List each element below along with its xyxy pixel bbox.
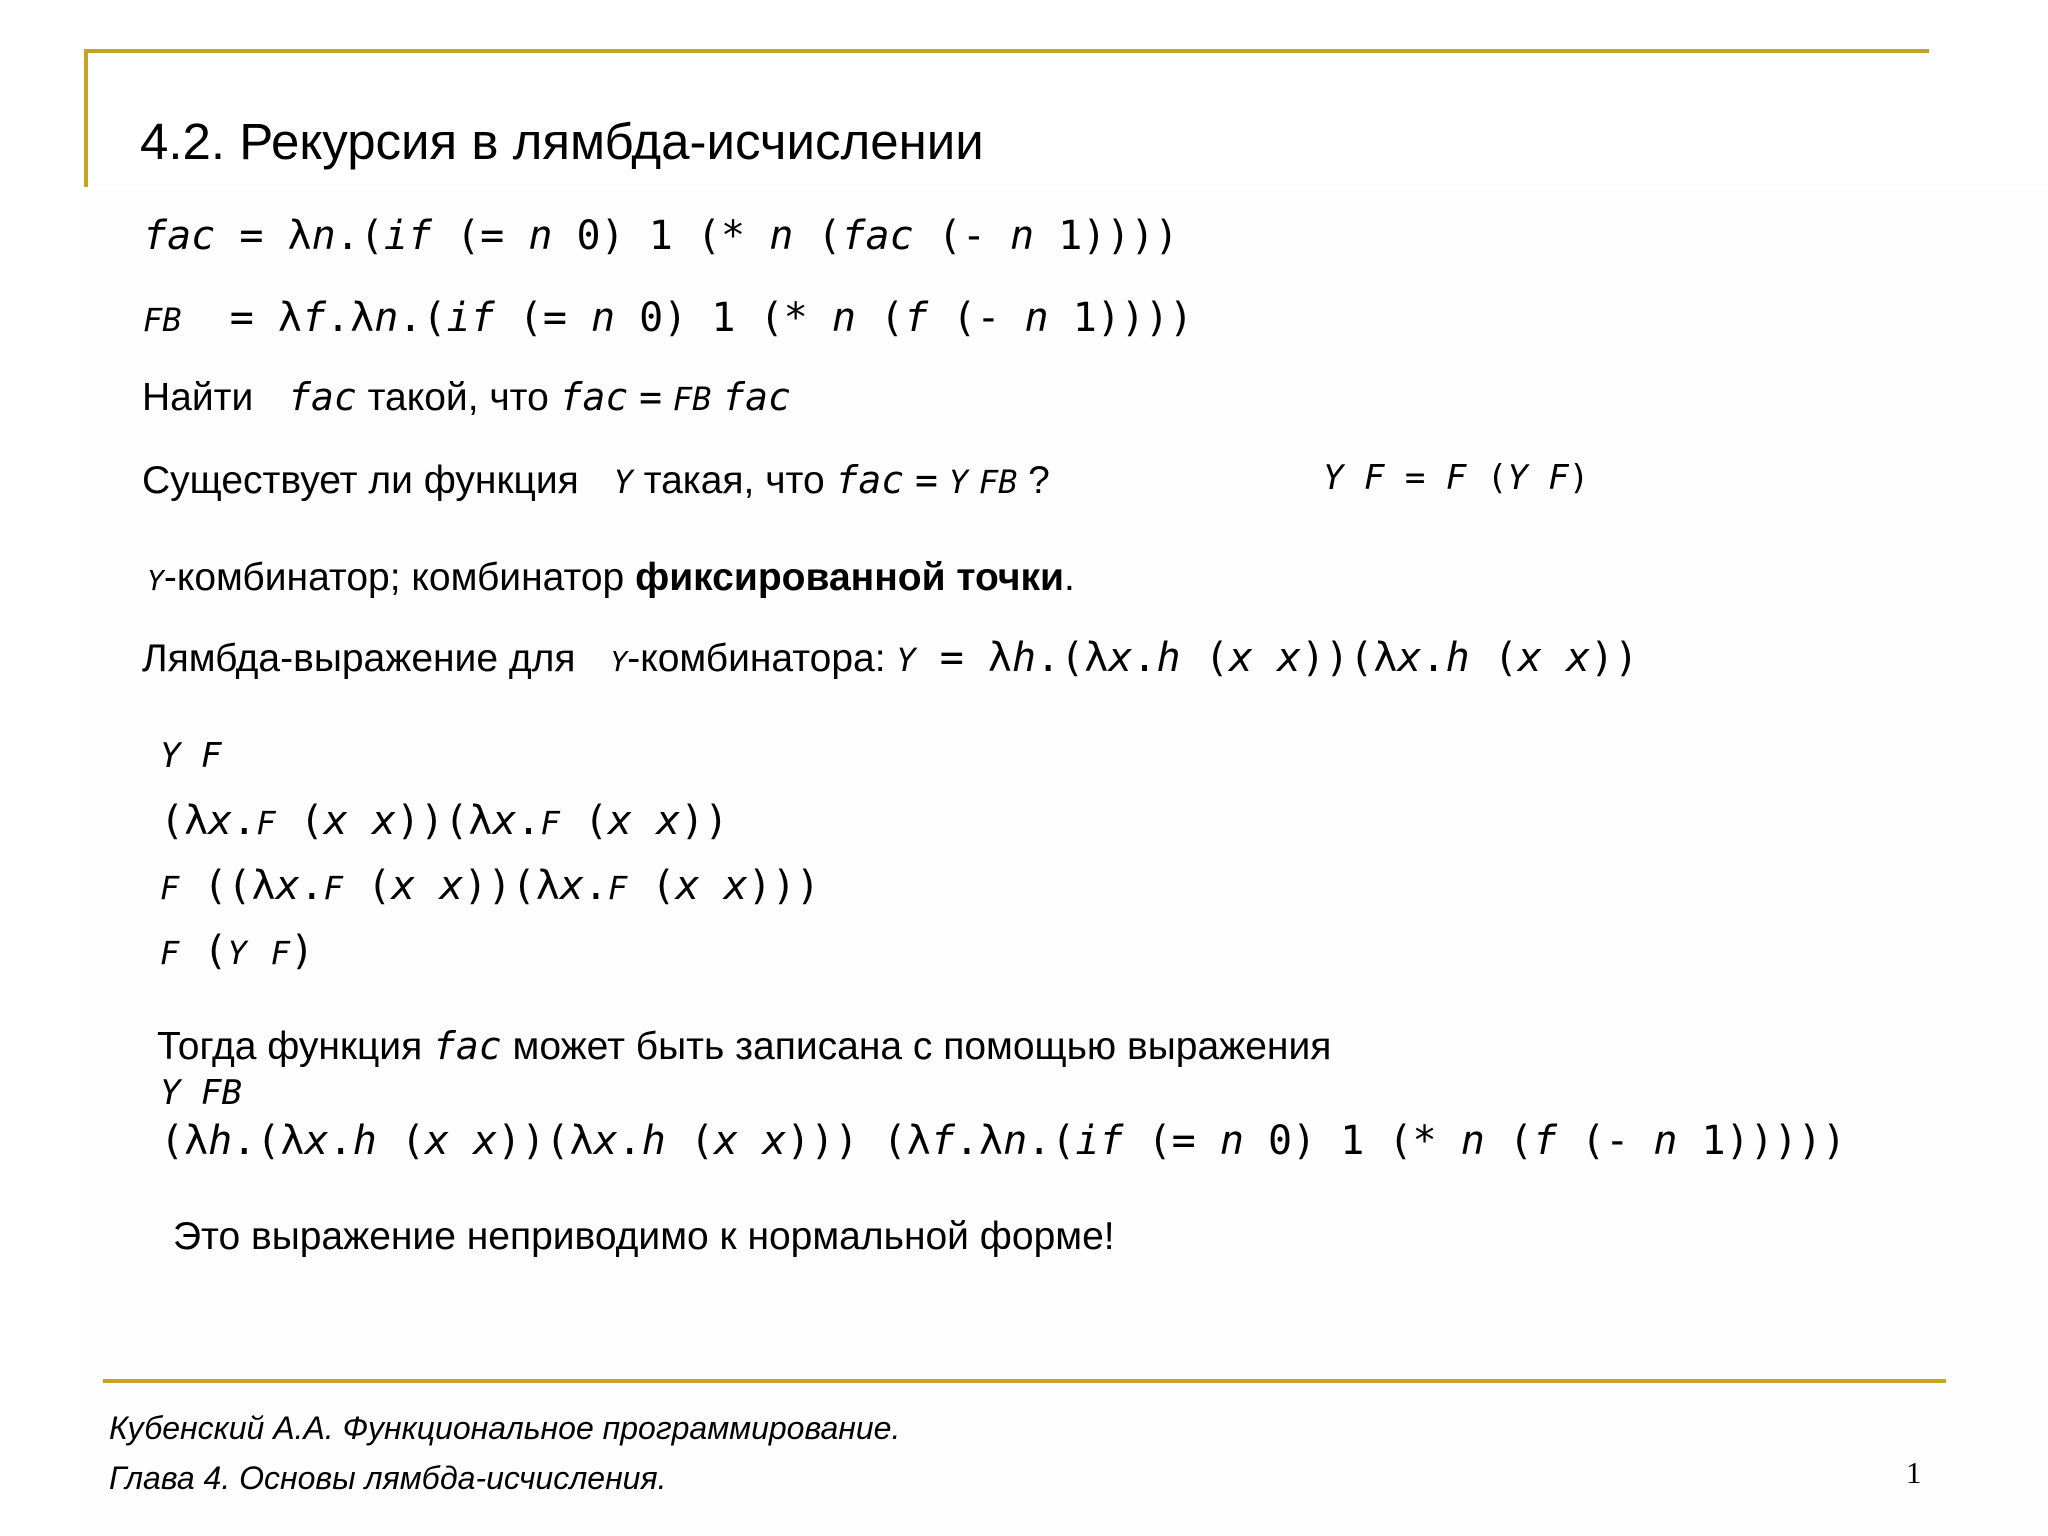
slide-title: 4.2. Рекурсия в лямбда-исчислении bbox=[140, 113, 984, 170]
derivation-step-4: F (Y F) bbox=[160, 928, 315, 974]
find-fac-line: Найти fac такой, что fac = FB fac bbox=[142, 375, 791, 419]
derivation-step-3: F ((λx.F (x x))(λx.F (x x))) bbox=[160, 863, 820, 909]
conclusion-full-expression: (λh.(λx.h (x x))(λx.h (x x))) (λf.λn.(if (= n 0) 1 (* n (f (- n 1))))) bbox=[160, 1118, 1847, 1164]
footer-author: Кубенский А.А. Функциональное программирование. bbox=[109, 1410, 901, 1446]
title-frame-top bbox=[84, 49, 1929, 53]
footer-divider bbox=[103, 1379, 1946, 1383]
derivation-step-1: Y F bbox=[160, 736, 222, 776]
footer-chapter: Глава 4. Основы лямбда-исчисления. bbox=[109, 1460, 667, 1496]
irreducible-note: Это выражение неприводимо к нормальной форме! bbox=[173, 1215, 1115, 1258]
conclusion-y-fb: Y FB bbox=[160, 1073, 242, 1113]
conclusion-text: Тогда функция fac может быть записана с помощью выражения bbox=[157, 1024, 1332, 1068]
y-combinator-lambda: Лямбда-выражение для Y-комбинатора: Y = λh.(λx.h (x x))(λx.h (x x)) bbox=[142, 635, 1639, 681]
exists-y-question: Существует ли функция Y такая, что fac = Y FB ? bbox=[142, 458, 1050, 502]
derivation-step-2: (λx.F (x x))(λx.F (x x)) bbox=[160, 798, 729, 844]
y-combinator-definition: Y-комбинатор; комбинатор фиксированной точки. bbox=[147, 556, 1075, 599]
formula-fb: FB = λf.λn.(if (= n 0) 1 (* n (f (- n 1)))) bbox=[143, 295, 1194, 341]
fixed-point-equation: Y F = F (Y F) bbox=[1323, 458, 1590, 498]
title-frame-left bbox=[84, 49, 88, 187]
page-number: 1 bbox=[1906, 1455, 1922, 1490]
formula-fac: fac = λn.(if (= n 0) 1 (* n (fac (- n 1)))) bbox=[143, 213, 1179, 259]
